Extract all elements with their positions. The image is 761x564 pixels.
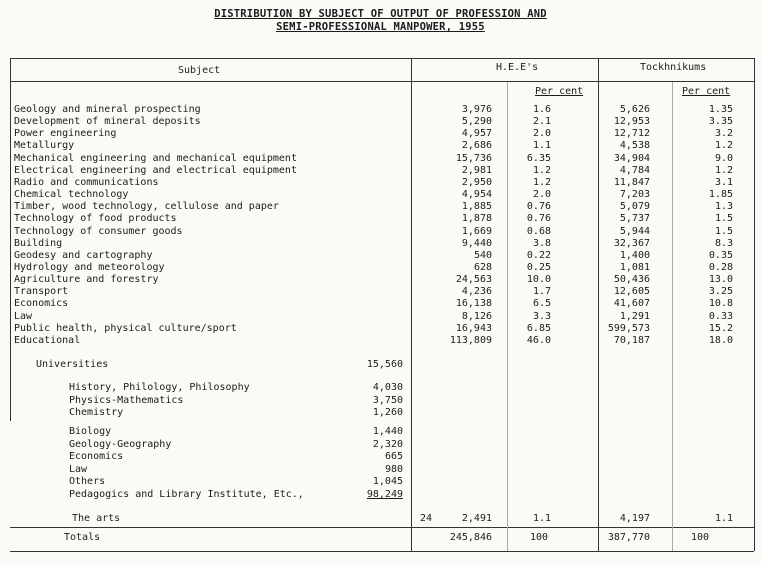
row-tech-value: 70,187 [613, 334, 650, 346]
row-hee-percent: 0.76 [526, 201, 551, 213]
row-subject: Geology and mineral prospecting [14, 104, 201, 115]
row-hee-value: 540 [473, 249, 492, 261]
row-subject: Public health, physical culture/sport [14, 322, 237, 334]
table-row [0, 165, 761, 177]
row-tech-value: 50,436 [613, 274, 650, 286]
row-hee-percent: 3.8 [532, 237, 551, 249]
row-tech-value: 4,538 [619, 140, 650, 152]
row-hee-value: 15,736 [455, 152, 492, 164]
subitem-row [0, 464, 761, 476]
row-hee-value: 2,950 [461, 176, 492, 188]
table-bottom-rule [10, 551, 754, 552]
row-hee-percent: 10.0 [526, 274, 551, 286]
universities-label: Universities [36, 359, 109, 370]
row-hee-percent: 6.35 [526, 152, 551, 164]
table-row [0, 238, 761, 250]
table-row [0, 213, 761, 225]
row-hee-value: 9,440 [461, 237, 492, 249]
row-tech-value: 5,737 [619, 213, 650, 225]
row-tech-value: 41,607 [613, 298, 650, 310]
row-tech-percent: 3.35 [708, 116, 733, 128]
row-subject: Radio and communications [14, 176, 159, 188]
row-tech-value: 1,400 [619, 249, 650, 261]
row-hee-value: 113,809 [449, 334, 492, 346]
row-tech-value: 5,944 [619, 225, 650, 237]
row-tech-percent: 1.2 [714, 140, 733, 152]
row-hee-percent: 3.3 [532, 310, 551, 322]
totals-hee-pct: 100 [530, 532, 549, 543]
subitem-label: Law [69, 463, 88, 475]
table-row [0, 250, 761, 262]
row-tech-value: 599,573 [607, 322, 650, 334]
subitem-value: 1,045 [372, 476, 403, 488]
subitem-label: Pedagogics and Library Institute, Etc., [69, 489, 304, 500]
row-hee-percent: 6.5 [532, 298, 551, 310]
tech-header: Tockhnikums [640, 62, 707, 73]
row-tech-percent: 1.35 [708, 104, 733, 115]
universities-value: 15,560 [366, 359, 403, 370]
row-hee-value: 2,686 [461, 140, 492, 152]
row-subject: Transport [14, 286, 69, 298]
table-row [0, 177, 761, 189]
subitem-value: 1,440 [372, 426, 403, 437]
row-tech-value: 11,847 [613, 176, 650, 188]
row-tech-percent: 1.3 [714, 201, 733, 213]
row-hee-percent: 0.22 [526, 249, 551, 261]
document-subtitle: SEMI-PROFESSIONAL MANPOWER, 1955 [276, 21, 485, 33]
arts-tech-pct: 1.1 [714, 513, 733, 524]
totals-row [0, 532, 761, 544]
table-row [0, 335, 761, 347]
arts-tech: 4,197 [619, 513, 650, 524]
subitem-label: Biology [69, 426, 112, 437]
subitem-label: Physics-Mathematics [69, 394, 184, 406]
table-row [0, 116, 761, 128]
row-hee-value: 16,138 [455, 298, 492, 310]
row-tech-percent: 8.3 [714, 237, 733, 249]
subitem-value: 3,750 [372, 394, 403, 406]
row-hee-value: 4,957 [461, 128, 492, 140]
subitem-label: Chemistry [69, 407, 124, 418]
row-subject: Metallurgy [14, 140, 75, 152]
subitem-value: 665 [384, 451, 403, 463]
row-hee-value: 4,236 [461, 286, 492, 298]
arts-hee: 2,491 [461, 513, 492, 524]
row-hee-value: 3,976 [461, 104, 492, 115]
row-subject: Economics [14, 298, 69, 310]
arts-hee-pct: 1.1 [532, 513, 551, 524]
row-tech-percent: 1.85 [708, 189, 733, 201]
row-tech-percent: 0.35 [708, 249, 733, 261]
row-tech-percent: 9.0 [714, 152, 733, 164]
totals-tech: 387,770 [607, 532, 650, 543]
subitem-row [0, 489, 761, 501]
subitem-label: Others [69, 476, 106, 488]
table-top-rule [10, 58, 754, 59]
row-tech-percent: 13.0 [708, 274, 733, 286]
subject-header: Subject [178, 65, 221, 76]
subitem-row [0, 407, 761, 419]
subitem-value: 4,030 [372, 382, 403, 393]
row-subject: Electrical engineering and electrical equipment [14, 164, 297, 176]
totals-label: Totals [64, 532, 101, 543]
row-tech-percent: 15.2 [708, 322, 733, 334]
subitem-value: 2,320 [372, 438, 403, 450]
subitem-row [0, 395, 761, 407]
row-tech-percent: 1.2 [714, 164, 733, 176]
subitem-value: 1,260 [372, 407, 403, 418]
row-tech-percent: 3.1 [714, 176, 733, 188]
row-hee-value: 8,126 [461, 310, 492, 322]
row-tech-percent: 1.5 [714, 225, 733, 237]
subitem-row [0, 426, 761, 438]
row-hee-percent: 2.0 [532, 189, 551, 201]
row-hee-value: 628 [473, 262, 492, 273]
arts-prefix: 24 [420, 513, 433, 524]
hee-per-cent-header: Per cent [535, 86, 584, 97]
row-subject: Mechanical engineering and mechanical equipment [14, 152, 297, 164]
row-subject: Agriculture and forestry [14, 274, 159, 286]
header-bottom-rule [10, 81, 754, 82]
row-subject: Hydrology and meteorology [14, 262, 165, 273]
row-hee-value: 24,563 [455, 274, 492, 286]
row-tech-percent: 0.33 [708, 310, 733, 322]
row-hee-percent: 2.1 [532, 116, 551, 128]
table-row [0, 140, 761, 152]
row-hee-percent: 0.76 [526, 213, 551, 225]
row-hee-percent: 1.2 [532, 176, 551, 188]
table-row [0, 286, 761, 298]
row-hee-percent: 1.1 [532, 140, 551, 152]
document-title: DISTRIBUTION BY SUBJECT OF OUTPUT OF PROFESSION AND [214, 8, 547, 20]
row-tech-value: 1,081 [619, 262, 650, 273]
table-row [0, 262, 761, 274]
universities-row [0, 359, 761, 371]
table-row [0, 226, 761, 238]
row-subject: Technology of consumer goods [14, 225, 183, 237]
subitem-row [0, 439, 761, 451]
table-row [0, 201, 761, 213]
row-hee-value: 4,954 [461, 189, 492, 201]
arts-label: The arts [72, 513, 121, 524]
tech-per-cent-header: Per cent [682, 86, 731, 97]
row-hee-value: 1,885 [461, 201, 492, 213]
row-hee-value: 5,290 [461, 116, 492, 128]
subitem-label: Geology-Geography [69, 438, 172, 450]
row-tech-value: 12,605 [613, 286, 650, 298]
table-row [0, 189, 761, 201]
row-subject: Chemical technology [14, 189, 129, 201]
row-hee-percent: 1.7 [532, 286, 551, 298]
table-row [0, 311, 761, 323]
row-hee-value: 1,669 [461, 225, 492, 237]
subitem-value: 98,249 [366, 489, 403, 500]
totals-tech-pct: 100 [691, 532, 710, 543]
row-subject: Power engineering [14, 128, 117, 140]
row-hee-percent: 2.0 [532, 128, 551, 140]
row-subject: Technology of food products [14, 213, 177, 225]
row-tech-value: 12,953 [613, 116, 650, 128]
row-tech-value: 1,291 [619, 310, 650, 322]
subitem-value: 980 [384, 463, 403, 475]
totals-hee: 245,846 [449, 532, 492, 543]
row-hee-percent: 1.2 [532, 164, 551, 176]
row-hee-value: 16,943 [455, 322, 492, 334]
table-row [0, 128, 761, 140]
subitem-row [0, 476, 761, 488]
row-tech-percent: 10.8 [708, 298, 733, 310]
subitem-row [0, 451, 761, 463]
row-subject: Geodesy and cartography [14, 249, 153, 261]
row-hee-percent: 0.68 [526, 225, 551, 237]
row-tech-value: 4,784 [619, 164, 650, 176]
table-row [0, 274, 761, 286]
row-tech-value: 5,626 [619, 104, 650, 115]
row-hee-value: 1,878 [461, 213, 492, 225]
row-tech-value: 7,203 [619, 189, 650, 201]
row-tech-value: 32,367 [613, 237, 650, 249]
table-row [0, 323, 761, 335]
row-subject: Development of mineral deposits [14, 116, 201, 128]
row-hee-percent: 0.25 [526, 262, 551, 273]
table-row [0, 153, 761, 165]
subitem-label: Economics [69, 451, 124, 463]
row-tech-percent: 3.25 [708, 286, 733, 298]
row-hee-percent: 46.0 [526, 334, 551, 346]
row-tech-percent: 18.0 [708, 334, 733, 346]
table-row [0, 298, 761, 310]
row-hee-value: 2,981 [461, 164, 492, 176]
row-tech-percent: 0.28 [708, 262, 733, 273]
row-subject: Law [14, 310, 33, 322]
row-tech-value: 5,079 [619, 201, 650, 213]
subitem-row [0, 382, 761, 394]
hee-header: H.E.E's [496, 62, 539, 73]
row-tech-percent: 3.2 [714, 128, 733, 140]
subitem-label: History, Philology, Philosophy [69, 382, 250, 393]
row-subject: Timber, wood technology, cellulose and paper [14, 201, 279, 213]
row-subject: Educational [14, 334, 81, 346]
arts-row [0, 513, 761, 525]
row-tech-percent: 1.5 [714, 213, 733, 225]
row-tech-value: 34,904 [613, 152, 650, 164]
row-hee-percent: 1.6 [532, 104, 551, 115]
row-hee-percent: 6.85 [526, 322, 551, 334]
row-tech-value: 12,712 [613, 128, 650, 140]
table-row [0, 104, 761, 116]
totals-top-rule [10, 527, 754, 528]
row-subject: Building [14, 237, 63, 249]
